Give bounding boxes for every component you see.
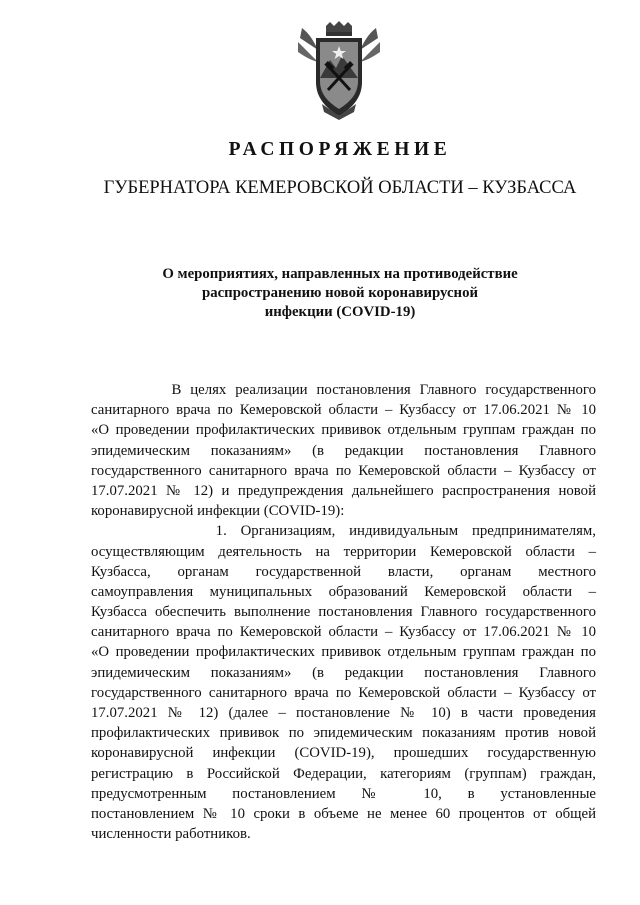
document-subtitle: ГУБЕРНАТОРА КЕМЕРОВСКОЙ ОБЛАСТИ – КУЗБАССА: [103, 178, 577, 198]
body-line: предусмотренным постановлением № 10, в установленные: [91, 785, 596, 802]
document-body: [91, 380, 596, 844]
body-line: «О проведении профилактических прививок отдельным группам граждан по: [91, 422, 596, 439]
body-line: 1. Организациям, индивидуальным предпринимателям,: [91, 523, 596, 540]
body-line: 17.07.2021 № 12) и предупреждения дальнейшего распространения новой: [91, 482, 596, 499]
heading-line: инфекции (COVID-19): [264, 304, 416, 320]
body-line: осуществляющим деятельность на территории Кемеровской области –: [91, 543, 596, 560]
body-line: самоуправления муниципальных образований Кемеровской области –: [91, 583, 596, 600]
body-line: санитарного врача по Кемеровской области – Кузбассу от 17.06.2021 № 10: [91, 402, 596, 419]
heading-line: распространению новой коронавирусной: [201, 285, 478, 301]
body-line: постановлением № 10 сроки в объеме не менее 60 процентов от общей: [91, 805, 596, 822]
body-line: эпидемическим показаниям» (в редакции постановления Главного: [91, 664, 596, 681]
body-line: эпидемическим показаниям» (в редакции постановления Главного: [91, 442, 596, 459]
body-line: государственного санитарного врача по Кемеровской области – Кузбассу от: [91, 684, 596, 701]
body-line: коронавирусной инфекции (COVID-19), прошедших государственную: [91, 745, 596, 762]
body-line: Кузбасса, органам государственной власти, органам местного: [91, 563, 596, 580]
heading-line: О мероприятиях, направленных на противодействие: [162, 266, 518, 282]
body-line: численности работников.: [91, 826, 251, 843]
body-line: Кузбасса обеспечить выполнение постановления Главного государственного: [91, 604, 596, 621]
body-line: профилактических прививок по эпидемическим показаниям против новой: [91, 725, 596, 742]
document-title: РАСПОРЯЖЕНИЕ: [228, 139, 452, 160]
body-line: государственного санитарного врача по Кемеровской области – Кузбассу от: [91, 462, 596, 479]
body-line: 17.07.2021 № 12) (далее – постановление № 10) в части проведения: [91, 705, 596, 721]
body-line: регистрацию в Российской Федерации, категориям (группам) граждан,: [91, 765, 596, 782]
body-line: санитарного врача по Кемеровской области – Кузбассу от 17.06.2021 № 10: [91, 624, 596, 641]
body-line: В целях реализации постановления Главного государственного: [91, 382, 596, 398]
body-line: «О проведении профилактических прививок отдельным группам граждан по: [91, 644, 596, 661]
document-heading: [0, 265, 640, 322]
coat-of-arms-emblem: [296, 20, 382, 120]
body-line: коронавирусной инфекции (COVID-19):: [91, 503, 345, 520]
